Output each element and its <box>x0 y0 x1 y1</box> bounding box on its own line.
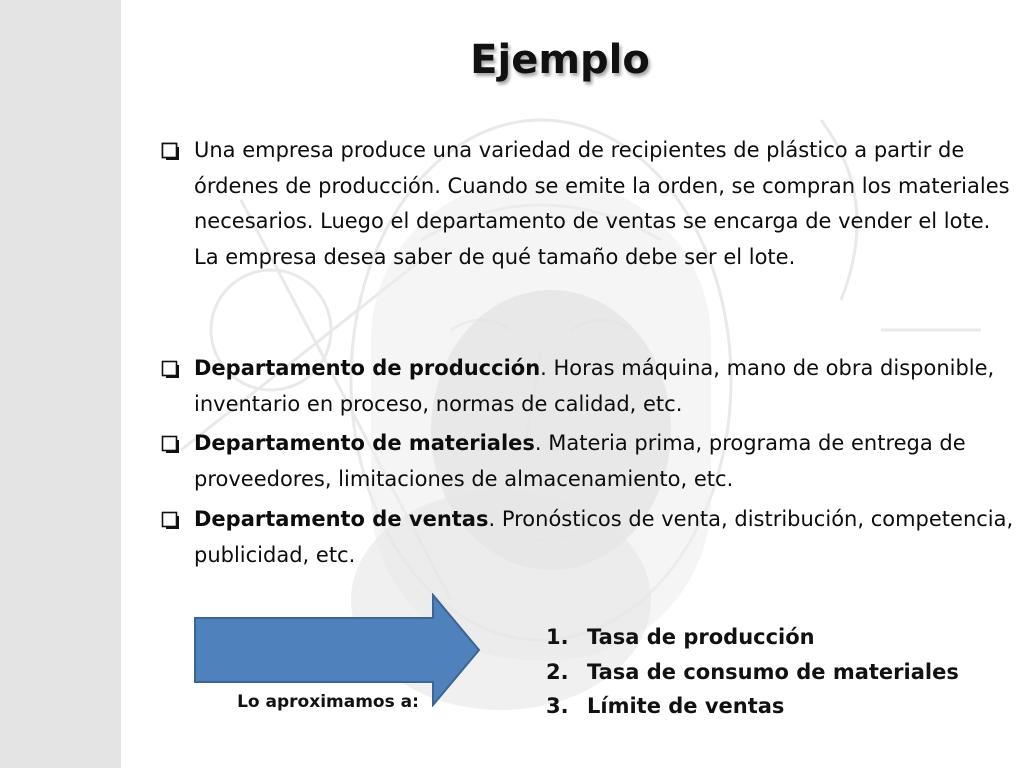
bullet-text <box>194 502 1014 573</box>
result-list <box>546 620 1006 724</box>
result-label: Tasa de producción <box>587 625 815 649</box>
slide-title: Ejemplo <box>470 37 650 83</box>
bullet-body: . Pronósticos de venta, distribución, competencia, publicidad, etc. <box>194 507 1014 567</box>
checkbox-square-icon <box>158 355 180 381</box>
result-item <box>546 689 1006 724</box>
bullet-item <box>158 351 1014 422</box>
bullet-body: . Horas máquina, mano de obra disponible, inventario en proceso, normas de calidad, etc. <box>194 356 995 416</box>
checkbox-square-icon <box>158 137 180 163</box>
bullet-body: . Materia prima, programa de entrega de proveedores, limitaciones de almacenamiento, etc. <box>194 431 966 491</box>
bullet-text <box>194 426 1014 497</box>
result-label: Límite de ventas <box>587 694 785 718</box>
result-number: 1. <box>546 625 569 649</box>
checkbox-square-icon <box>158 506 180 532</box>
bullet-lead: Departamento de materiales <box>194 431 535 455</box>
bullet-item <box>158 133 1014 275</box>
arrow-caption: Lo aproximamos a: <box>237 692 419 712</box>
bullet-item <box>158 502 1014 573</box>
bullet-text <box>194 133 1014 275</box>
result-item <box>546 620 1006 655</box>
result-item <box>546 655 1006 690</box>
checkbox-square-icon <box>158 430 180 456</box>
result-number: 2. <box>546 659 569 684</box>
bullet-lead: Departamento de ventas <box>194 507 489 531</box>
bullet-item <box>158 426 1014 497</box>
bullet-lead: Departamento de producción <box>194 356 541 380</box>
bullet-text <box>194 351 1014 422</box>
result-number: 3. <box>546 694 569 718</box>
left-decorative-band <box>0 0 121 768</box>
bullet-body: Una empresa produce una variedad de recipientes de plástico a partir de órdenes de producción. Cuando se emite la orden, se compran los materiales necesarios. Luego el departamento de ventas se encarga de vender el lote. La empresa desea saber de qué tamaño debe ser el lote. <box>194 138 1010 269</box>
result-label: Tasa de consumo de materiales <box>587 659 959 684</box>
